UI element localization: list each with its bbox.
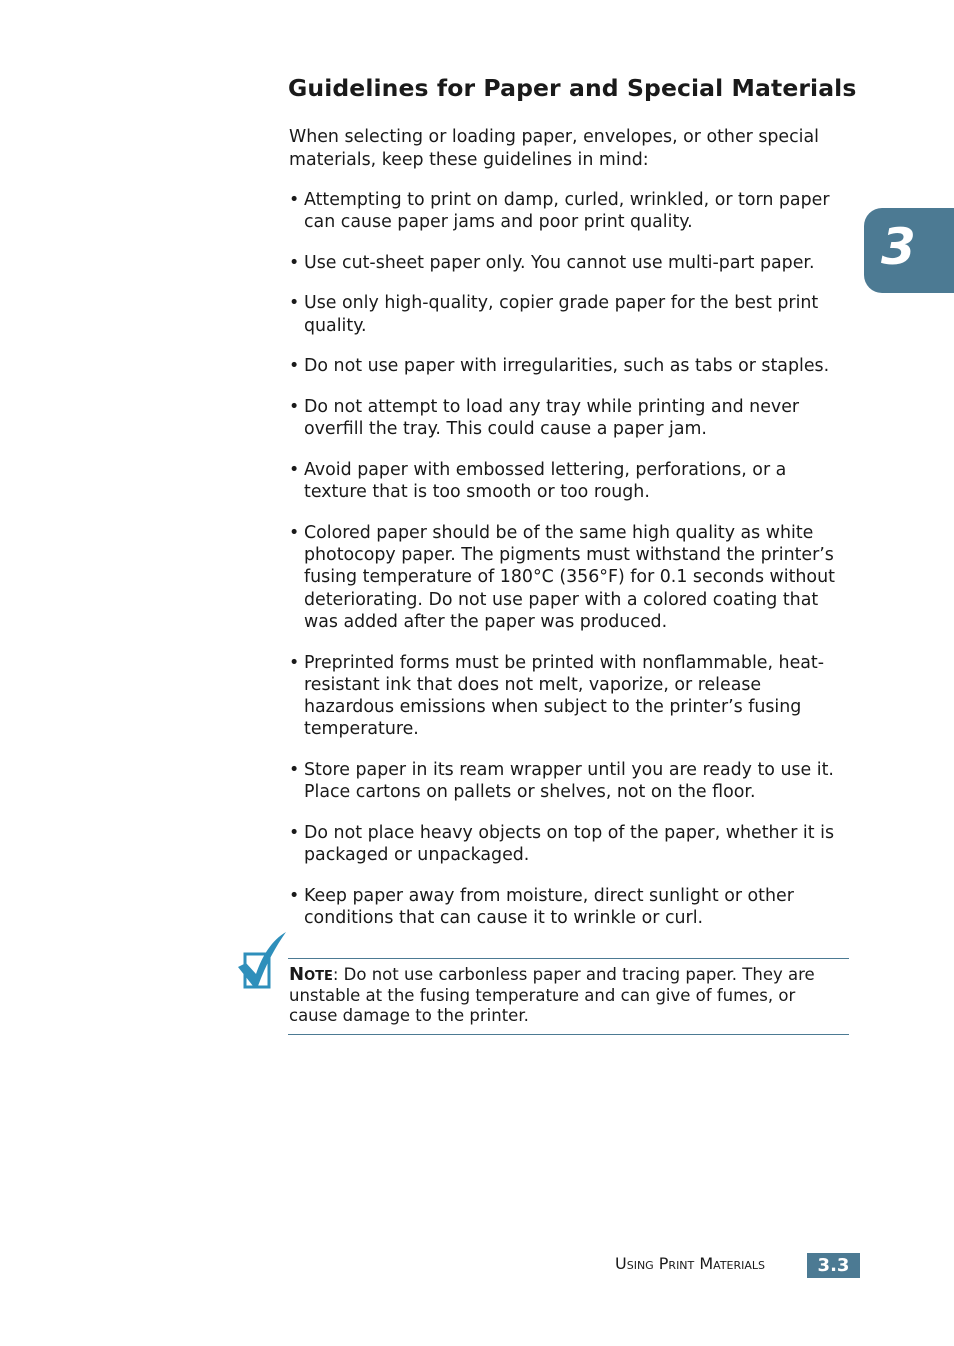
note-label: Note [289, 964, 333, 985]
guideline-line: was added after the paper was produced. [304, 611, 668, 632]
chapter-number: 3 [881, 218, 916, 276]
page-title: Guidelines for Paper and Special Materials [288, 74, 857, 102]
guideline-item [289, 652, 835, 741]
guideline-line: deteriorating. Do not use paper with a colored coating that [304, 589, 819, 610]
guideline-line: Attempting to print on damp, curled, wrinkled, or torn paper [304, 190, 830, 210]
guideline-line: conditions that can cause it to wrinkle or curl. [304, 908, 704, 929]
guideline-line: hazardous emissions when subject to the printer’s fusing [304, 697, 802, 718]
bullet-icon: • [289, 190, 300, 210]
guideline-line: temperature. [304, 719, 419, 740]
guideline-line: packaged or unpackaged. [304, 845, 530, 866]
guideline-line: Keep paper away from moisture, direct sunlight or other [304, 885, 794, 906]
guideline-item [289, 459, 835, 504]
intro-line: When selecting or loading paper, envelopes, or other special [289, 127, 819, 147]
bullet-icon: • [289, 356, 300, 377]
intro-line: materials, keep these guidelines in mind: [289, 149, 649, 170]
bullet-icon: • [289, 522, 300, 543]
guideline-line: quality. [304, 315, 367, 336]
guideline-line: resistant ink that does not melt, vaporize, or release [304, 674, 762, 695]
checkmark-note-icon [236, 930, 288, 994]
guideline-line: Use only high-quality, copier grade paper for the best print [304, 293, 819, 314]
bullet-icon: • [289, 396, 300, 417]
guideline-item [289, 822, 835, 867]
guideline-item [289, 885, 835, 930]
guideline-item [289, 252, 835, 274]
guideline-item [289, 759, 835, 804]
page-number: 3.3 [807, 1253, 860, 1278]
note-line: unstable at the fusing temperature and can give of fumes, or [289, 985, 796, 1005]
guideline-line: Avoid paper with embossed lettering, perforations, or a [304, 459, 787, 480]
guideline-line: texture that is too smooth or too rough. [304, 482, 650, 503]
guideline-line: Do not place heavy objects on top of the paper, whether it is [304, 822, 834, 843]
note-line: : Do not use carbonless paper and tracing paper. They are [332, 965, 815, 984]
bullet-icon: • [289, 885, 300, 906]
guideline-line: Store paper in its ream wrapper until you are ready to use it. [304, 760, 834, 781]
note-line: cause damage to the printer. [289, 1006, 529, 1025]
guideline-line: overfill the tray. This could cause a paper jam. [304, 419, 707, 440]
guideline-line: fusing temperature of 180°C (356°F) for 0.1 seconds without [304, 567, 835, 588]
bullet-icon: • [289, 652, 300, 673]
guideline-item [289, 355, 835, 377]
guideline-line: Colored paper should be of the same high quality as white [304, 522, 814, 543]
guideline-item [289, 189, 835, 234]
guideline-item [289, 396, 835, 441]
guideline-line: Do not attempt to load any tray while printing and never [304, 396, 800, 417]
guideline-line: can cause paper jams and poor print quality. [304, 212, 693, 233]
footer-section-title: Using Print Materials [615, 1254, 766, 1273]
chapter-tab [864, 208, 954, 293]
intro-paragraph [289, 126, 819, 171]
guideline-line: Do not use paper with irregularities, such as tabs or staples. [304, 356, 830, 377]
guidelines-list [289, 189, 835, 948]
guideline-line: photocopy paper. The pigments must withstand the printer’s [304, 545, 834, 566]
guideline-line: Use cut-sheet paper only. You cannot use multi-part paper. [304, 252, 815, 273]
guideline-item [289, 522, 835, 633]
guideline-line: Preprinted forms must be printed with nonflammable, heat- [304, 652, 825, 673]
bullet-icon: • [289, 252, 300, 273]
bullet-icon: • [289, 459, 300, 480]
bullet-icon: • [289, 822, 300, 843]
guideline-line: Place cartons on pallets or shelves, not on the floor. [304, 782, 756, 803]
note-box [288, 958, 849, 1035]
guideline-item [289, 292, 835, 337]
bullet-icon: • [289, 760, 300, 781]
bullet-icon: • [289, 293, 300, 314]
